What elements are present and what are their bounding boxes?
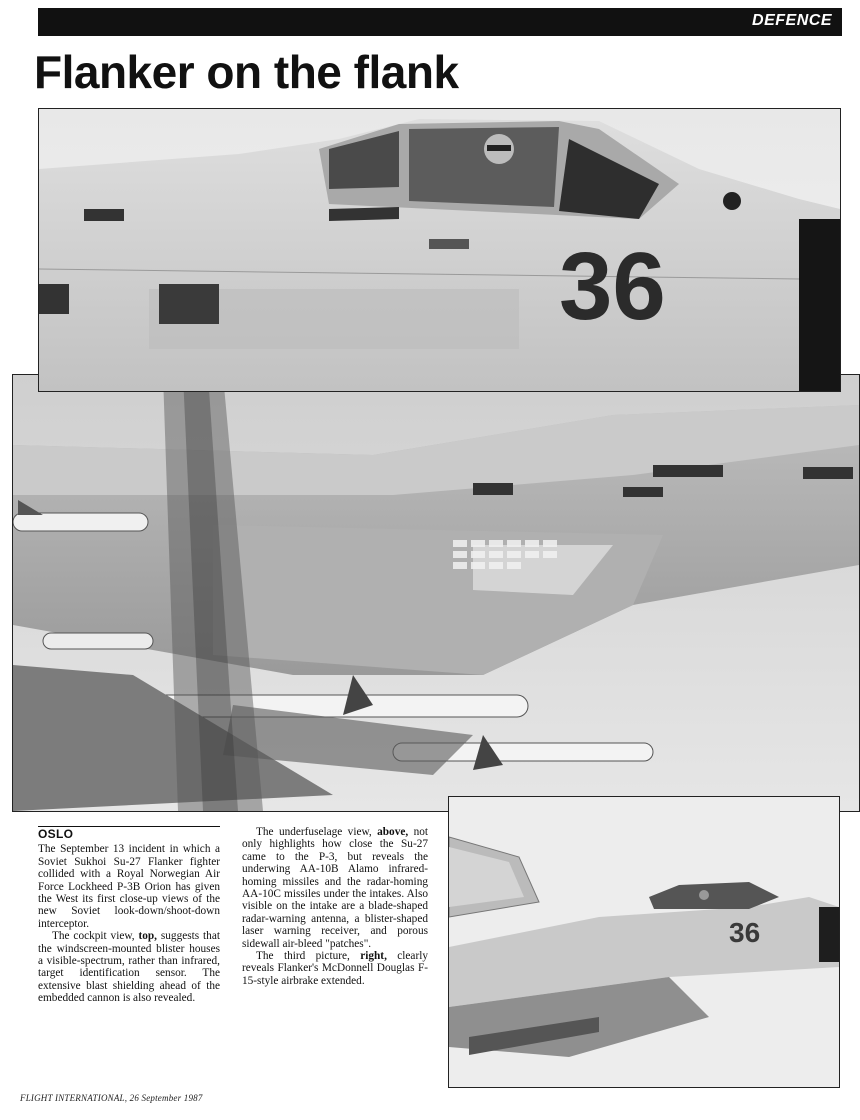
p2-rest: suggests that the windscreen-mounted blister houses a visible-spectrum, rather than infrared, target identification sensor. The extensive blast shielding ahead of the embedded cannon is also revealed. <box>38 930 220 1005</box>
article-paragraph-1: The September 13 incident in which a Soviet Sukhoi Su-27 Flanker fighter collided with a Royal Norwegian Air Force Lockheed P-3B Orion has given the West its first close-up views of the new Soviet look-down/shoot-down interceptor. <box>38 843 220 930</box>
photo-underfuselage-view <box>12 374 860 812</box>
article-paragraph-4 <box>242 950 428 987</box>
section-label: DEFENCE <box>752 12 832 29</box>
p4-rest: clearly reveals Flanker's McDonnell Douglas F-15-style airbrake extended. <box>242 950 428 987</box>
p3-bold: above, <box>377 826 409 838</box>
article-paragraph-2 <box>38 930 220 1004</box>
cockpit-tail-number: 36 <box>559 233 666 340</box>
p3-rest: not only highlights how close the Su-27 came to the P-3, but reveals the underwing AA-10B Alamo infrared-homing missiles and the radar-homing AA-10C missiles under the intakes. Also visible on the intake are a blade-shaped radar-warning antenna, a blister-shaped laser warning receiver, and porous sidewall air-bleed "patches". <box>242 826 428 950</box>
article-dateline: OSLO <box>38 826 220 840</box>
article-column-right <box>242 826 428 987</box>
section-header-bar <box>38 8 842 36</box>
article-column-left <box>38 826 220 1005</box>
article-paragraph-3 <box>242 826 428 950</box>
p3-lead: The underfuselage view, <box>256 826 378 838</box>
publication-credit: FLIGHT INTERNATIONAL, 26 September 1987 <box>20 1093 203 1103</box>
p4-bold: right, <box>360 950 387 963</box>
underfuselage-illustration <box>13 375 859 811</box>
airbrake-illustration <box>449 797 839 1087</box>
cockpit-illustration <box>39 109 840 391</box>
p4-lead: The third picture, <box>256 950 361 963</box>
p2-lead: The cockpit view, <box>52 930 139 943</box>
photo-airbrake-view <box>448 796 840 1088</box>
headline: Flanker on the flank <box>34 46 459 98</box>
photo-cockpit-view <box>38 108 841 392</box>
p2-bold: top, <box>138 930 158 943</box>
airbrake-tail-number: 36 <box>729 917 761 948</box>
